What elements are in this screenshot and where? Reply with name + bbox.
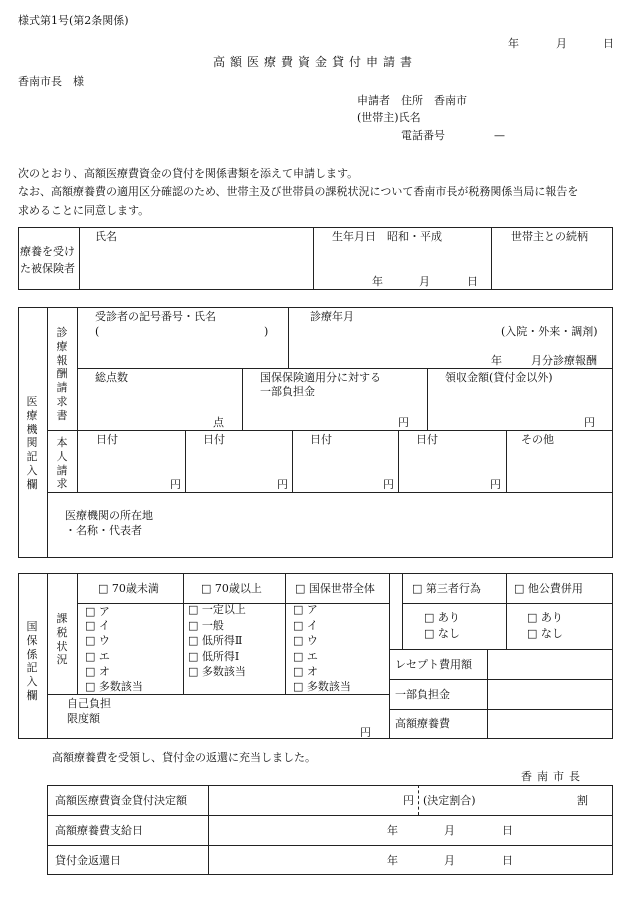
self-limit-label-1: 自己負担 [67, 697, 111, 710]
footer-statement: 高額療養費を受領し、貸付金の返還に充当しました。 [52, 751, 316, 764]
col2-item[interactable]: □ 低所得Ⅱ [188, 634, 243, 647]
claim-label: 診療報酬請求書 [56, 326, 68, 422]
patient-label: 受診者の記号番号・氏名 [95, 310, 216, 323]
intro-line-2: なお、高額療養費の適用区分確認のため、世帯主及び世帯員の課税状況について香南市長が税務関係当局に報告を [18, 185, 579, 198]
col3-item[interactable]: □ エ [293, 650, 318, 663]
third-party-no[interactable]: □ なし [424, 627, 460, 640]
other-public-yes[interactable]: □ あり [527, 611, 563, 624]
points-unit: 点 [213, 416, 224, 429]
insured-row-label: 療養を受けた被保険者 [20, 245, 75, 275]
col2-item[interactable]: □ 多数該当 [188, 665, 246, 678]
col2-item[interactable]: □ 低所得Ⅰ [188, 650, 240, 663]
third-party-checkbox[interactable]: □ 第三者行為 [412, 582, 481, 595]
tax-status-label: 課税状況 [56, 612, 68, 667]
payment-date-label: 高額療養費支給日 [55, 824, 143, 837]
phone-label: 電話番号 [401, 129, 445, 142]
receipt-yen: 円 [584, 416, 595, 429]
location-label-2: ・名称・代表者 [65, 524, 142, 537]
col3-item[interactable]: □ オ [293, 665, 318, 678]
col3-item[interactable]: □ イ [293, 619, 318, 632]
total-points-label: 総点数 [95, 371, 128, 384]
birth-month-label: 月 [419, 275, 430, 288]
payment-year: 年 [387, 824, 398, 837]
col1-item[interactable]: □ ウ [85, 634, 110, 647]
date-label-3: 日付 [310, 433, 332, 446]
intro-line-3: 求めることに同意します。 [18, 204, 150, 217]
self-limit-label-2: 限度額 [67, 712, 100, 725]
col1-item[interactable]: □ エ [85, 650, 110, 663]
self-claim-yen-3: 円 [383, 478, 394, 491]
copay-label-2: 一部負担金 [260, 385, 315, 398]
date-label-1: 日付 [96, 433, 118, 446]
receipt-cost-label: レセプト費用額 [395, 658, 472, 671]
self-limit-yen: 円 [360, 726, 371, 739]
high-cost-label: 高額療養費 [395, 717, 450, 730]
kokuho-section-label: 国保係記入欄 [26, 620, 38, 702]
col1-item[interactable]: □ 多数該当 [85, 680, 143, 693]
payment-month: 月 [444, 824, 455, 837]
repay-month: 月 [444, 854, 455, 867]
third-party-yes[interactable]: □ あり [424, 611, 460, 624]
medical-section-label: 医療機関記入欄 [26, 395, 38, 491]
col2-item[interactable]: □ 一般 [188, 619, 224, 632]
patient-paren-open: ( [95, 325, 100, 338]
insured-name-label: 氏名 [95, 230, 117, 243]
applicant-address-label: 申請者 住所 香南市 [357, 94, 467, 107]
self-claim-yen-4: 円 [490, 478, 501, 491]
col3-item[interactable]: □ ウ [293, 634, 318, 647]
decision-yen: 円 [403, 794, 414, 807]
other-public-checkbox[interactable]: □ 他公費併用 [514, 582, 583, 595]
receipt-amount-label: 領収金額(貸付金以外) [445, 371, 553, 384]
household-checkbox[interactable]: □ 国保世帯全体 [295, 582, 375, 595]
copay-yen: 円 [398, 416, 409, 429]
footer-signer: 香南市長 [521, 770, 585, 783]
monthly-suffix: 月分診療報酬 [531, 354, 597, 367]
phone-dash: — [494, 129, 505, 142]
repay-day: 日 [502, 854, 513, 867]
other-label: その他 [521, 433, 554, 446]
birth-date-label: 生年月日 昭和・平成 [332, 230, 442, 243]
over70-checkbox[interactable]: □ 70歳以上 [201, 582, 262, 595]
date-label-2: 日付 [203, 433, 225, 446]
repay-date-label: 貸付金返還日 [55, 854, 121, 867]
self-claim-yen-1: 円 [170, 478, 181, 491]
col3-item[interactable]: □ 多数該当 [293, 680, 351, 693]
col2-item[interactable]: □ 一定以上 [188, 603, 246, 616]
self-claim-label: 本人請求 [56, 436, 68, 491]
ratio-unit: 割 [577, 794, 588, 807]
date-month-label: 月 [556, 37, 567, 50]
date-day-label: 日 [603, 37, 614, 50]
col1-item[interactable]: □ イ [85, 619, 110, 632]
date-label-4: 日付 [416, 433, 438, 446]
ratio-label: (決定割合) [423, 794, 476, 807]
repay-year: 年 [387, 854, 398, 867]
page-title: 高額医療費資金貸付申請書 [213, 55, 418, 69]
other-public-no[interactable]: □ なし [527, 627, 563, 640]
col1-item[interactable]: □ ア [85, 605, 110, 618]
col1-item[interactable]: □ オ [85, 665, 110, 678]
patient-paren-close: ) [264, 325, 269, 338]
monthly-year-label: 年 [491, 354, 502, 367]
kokuho-copay-label: 一部負担金 [395, 688, 450, 701]
exam-month-label: 診療年月 [310, 310, 354, 323]
intro-line-1: 次のとおり、高額医療費資金の貸付を関係書類を添えて申請します。 [18, 167, 359, 180]
date-year-label: 年 [508, 37, 519, 50]
col3-item[interactable]: □ ア [293, 603, 318, 616]
copay-label-1: 国保保険適用分に対する [260, 371, 381, 384]
self-claim-yen-2: 円 [277, 478, 288, 491]
decision-amount-label: 高額医療費資金貸付決定額 [55, 794, 187, 807]
birth-day-label: 日 [467, 275, 478, 288]
addressee: 香南市長 様 [18, 75, 84, 88]
under70-checkbox[interactable]: □ 70歳未満 [98, 582, 159, 595]
payment-day: 日 [502, 824, 513, 837]
care-types: (入院・外来・調剤) [501, 325, 598, 338]
relation-label: 世帯主との続柄 [511, 230, 588, 243]
applicant-name-label: (世帯主)氏名 [357, 111, 421, 124]
form-number: 様式第1号(第2条関係) [18, 14, 129, 27]
location-label-1: 医療機関の所在地 [65, 509, 153, 522]
birth-year-label: 年 [372, 275, 383, 288]
